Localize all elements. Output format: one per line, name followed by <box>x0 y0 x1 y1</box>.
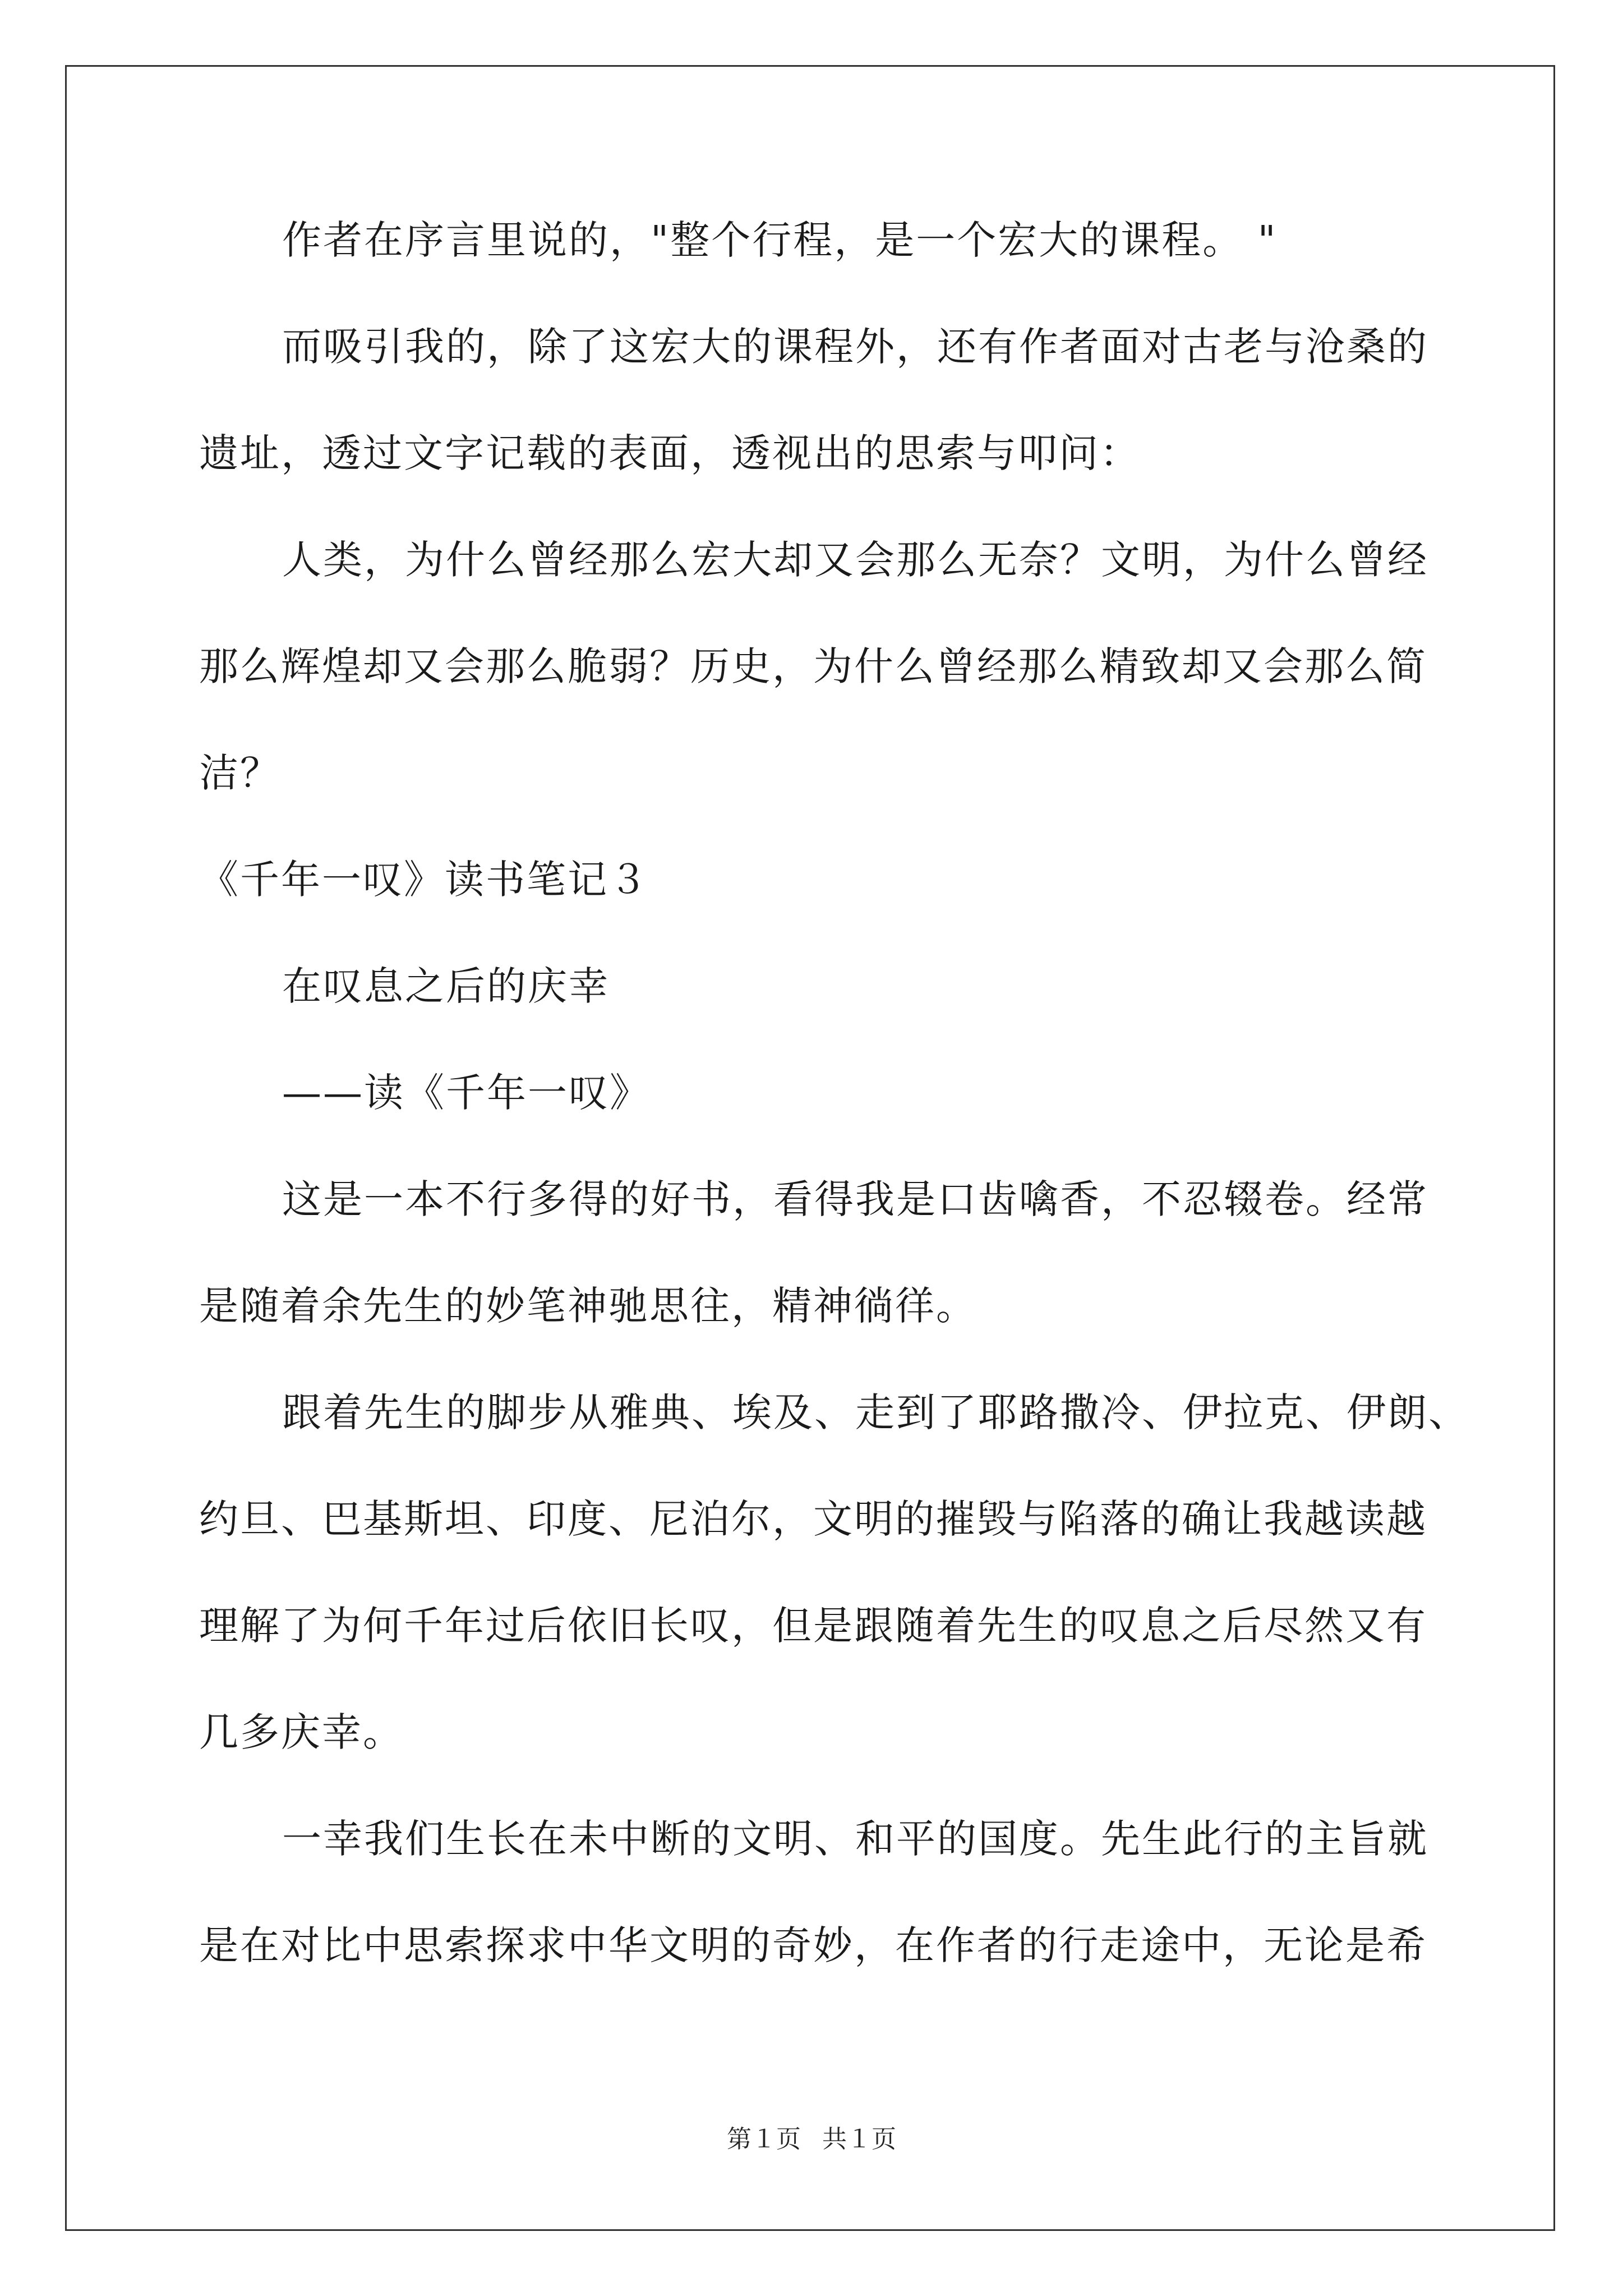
page-footer <box>0 2123 1623 2156</box>
text-line: 约旦、巴基斯坦、印度、尼泊尔，文明的摧毁与陷落的确让我越读越 <box>199 1496 1427 1542</box>
text-line: 是在对比中思索探求中华文明的奇妙，在作者的行走途中，无论是希 <box>199 1922 1427 1968</box>
text-line: 人类，为什么曾经那么宏大却又会那么无奈？文明，为什么曾经 <box>282 537 1428 583</box>
text-line: 遗址，透过文字记载的表面，透视出的思索与叩问： <box>199 430 1141 476</box>
text-line: 那么辉煌却又会那么脆弱？历史，为什么曾经那么精致却又会那么简 <box>199 643 1427 689</box>
text-line: 而吸引我的，除了这宏大的课程外，还有作者面对古老与沧桑的 <box>282 324 1428 370</box>
text-line: 跟着先生的脚步从雅典、埃及、走到了耶路撒冷、伊拉克、伊朗、 <box>282 1389 1469 1435</box>
text-line: 一幸我们生长在未中断的文明、和平的国度。先生此行的主旨就 <box>282 1816 1428 1862</box>
page-border <box>65 65 1555 2231</box>
page-number: 第１页 <box>727 2125 801 2154</box>
text-line: 是随着余先生的妙笔神驰思往，精神徜徉。 <box>199 1283 977 1329</box>
text-line: 几多庆幸。 <box>199 1709 404 1755</box>
text-line: 洁？ <box>199 750 281 796</box>
text-line: 理解了为何千年过后依旧长叹，但是跟随着先生的叹息之后尽然又有 <box>199 1603 1427 1649</box>
article-subtitle: ——读《千年一叹》 <box>282 1070 651 1116</box>
text-line: 这是一本不行多得的好书，看得我是口齿噙香，不忍辍卷。经常 <box>282 1176 1428 1222</box>
text-line: 作者在序言里说的，"整个行程，是一个宏大的课程。 " <box>282 217 1278 263</box>
article-title: 在叹息之后的庆幸 <box>282 963 610 1009</box>
page-total: 共１页 <box>822 2125 896 2154</box>
section-heading: 《千年一叹》读书笔记３ <box>199 857 649 903</box>
